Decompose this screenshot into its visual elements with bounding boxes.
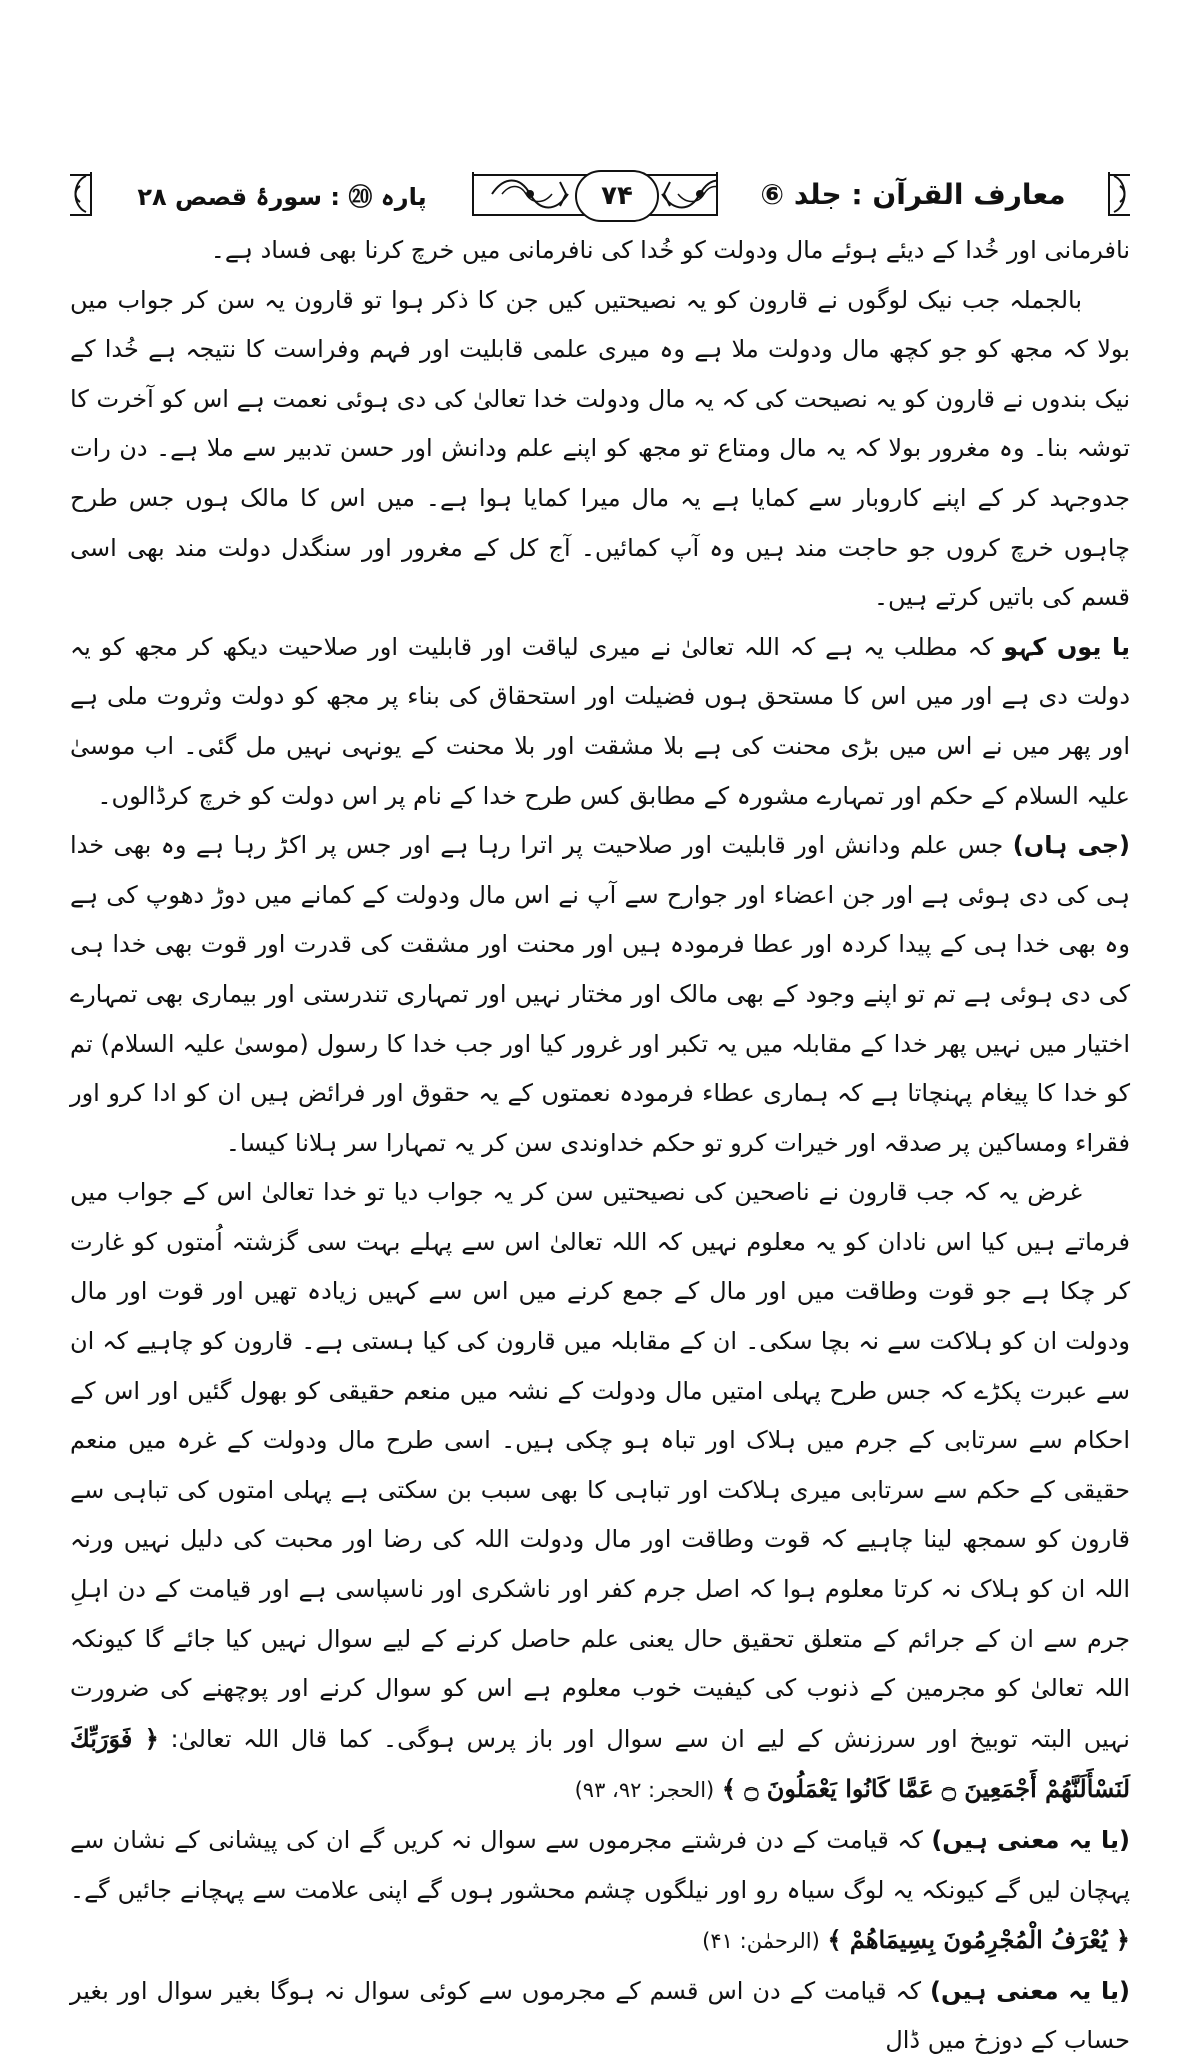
paragraph-1 bbox=[70, 226, 1130, 276]
right-corner-ornament-icon bbox=[1110, 174, 1136, 214]
quran-verse-rahman: ﴿ يُعْرَفُ الْمُجْرِمُونَ بِسِيمَاهُمْ ﴾ bbox=[827, 1925, 1130, 1955]
running-header bbox=[70, 168, 1130, 220]
paragraph-2-text: بالجملہ جب نیک لوگوں نے قارون کو یہ نصیحتیں کیں جن کا ذکر ہوا تو قارون یہ سن کر جواب میں بولا کہ مجھ کو جو کچھ مال ودولت ملا ہے وہ میری علمی قابلیت اور فہم وفراست کا نتیجہ ہے خُدا کے نیک بندوں نے قارون کو یہ نصیحت کی کہ یہ مال ودولت خدا تعالیٰ کی دی ہوئی نعمت ہے اس کو آخرت کا توشہ بنا۔ وہ مغرور بولا کہ یہ مال ومتاع تو مجھ کو اپنے علم ودانش اور حسن تدبیر سے ملا ہے۔ دن رات جدوجہد کر کے اپنے کاروبار سے کمایا ہے یہ مال میرا کمایا ہوا ہے۔ میں اس کا مالک ہوں جس طرح چاہوں خرچ کروں جو حاجت مند ہیں وہ آپ کمائیں۔ آج کل کے مغرور اور سنگدل دولت مند بھی اسی قسم کی باتیں کرتے ہیں۔ bbox=[70, 285, 1130, 612]
left-corner-ornament-icon bbox=[64, 174, 90, 214]
page-number-medallion bbox=[490, 162, 740, 226]
paragraph-7-text: کہ قیامت کے دن اس قسم کے مجرموں سے کوئی سوال نہ ہوگا بغیر سوال اور بغیر حساب کے دوزخ میں ڈال bbox=[70, 1976, 1130, 2055]
book-title-text: معارف القرآن : جلد ⑥ bbox=[760, 177, 1066, 211]
section-text: پارہ ⑳ : سورۂ قصص ۲۸ bbox=[137, 182, 427, 211]
paragraph-7 bbox=[70, 1967, 1130, 2066]
paragraph-2 bbox=[70, 276, 1130, 623]
body-text bbox=[70, 226, 1130, 2066]
surah-section-label bbox=[90, 172, 474, 216]
paragraph-5 bbox=[70, 1168, 1130, 1816]
verse-reference-hijr: (الحجر: ۹۲، ۹۳) bbox=[574, 1778, 715, 1803]
left-flourish-icon bbox=[490, 172, 570, 216]
paragraph-4-text: جس علم ودانش اور قابلیت اور صلاحیت پر اترا رہا ہے اور جس پر اکڑ رہا ہے وہ بھی خدا ہی کی دی ہوئی ہے اور جن اعضاء اور جوارح سے آپ نے اس مال ودولت کے کمانے میں دوڑ دھوپ کی ہے وہ بھی خدا ہی کے پیدا کردہ اور عطا فرمودہ ہیں اور محنت اور مشقت کی قدرت اور قوت بھی خدا ہی کی دی ہوئی ہے تم تو اپنے وجود کے بھی مالک اور مختار نہیں اور تمہاری تندرستی اور بیماری بھی تمہارے اختیار میں نہیں پھر خدا کے مقابلہ میں یہ تکبر اور غرور کیا اور جب خدا کا رسول (موسیٰ علیہ السلام) تم کو خدا کا پیغام پہنچاتا ہے کہ ہماری عطاء فرمودہ نعمتوں کے یہ حقوق اور فرائض ہیں ان کو ادا کرو اور فقراء ومساکین پر صدقہ اور خیرات کرو تو حکم خداوندی سن کر یہ تمہارا سر ہلانا کیسا۔ bbox=[70, 831, 1130, 1157]
paragraph-7-lead: (یا یہ معنی ہیں) bbox=[929, 1976, 1130, 2005]
paragraph-6 bbox=[70, 1816, 1130, 1967]
paragraph-6-lead: (یا یہ معنی ہیں) bbox=[931, 1826, 1131, 1854]
paragraph-1-text: نافرمانی اور خُدا کے دیئے ہوئے مال ودولت کو خُدا کی نافرمانی میں خرچ کرنا بھی فساد ہے۔ bbox=[210, 236, 1130, 264]
paragraph-5-text: غرض یہ کہ جب قارون نے ناصحین کی نصیحتیں سن کر یہ جواب دیا تو خدا تعالیٰ اس کے جواب میں فرماتے ہیں کیا اس نادان کو یہ معلوم نہیں کہ اللہ تعالیٰ اس سے پہلے بہت سی گزشتہ اُمتوں کو غارت کر چکا ہے جو قوت وطاقت میں اور مال کے جمع کرنے میں اس سے کہیں زیادہ تھیں اور قوت اور مال ودولت ان کو ہلاکت سے نہ بچا سکی۔ ان کے مقابلہ میں قارون کی کیا ہستی ہے۔ قارون کو چاہیے کہ ان سے عبرت پکڑے کہ جس طرح پہلی امتیں مال ودولت کے نشہ میں منعم حقیقی کو بھول گئیں اور اس کے احکام سے سرتابی کے جرم میں ہلاک اور تباہ ہو چکی ہیں۔ اسی طرح مال ودولت کے غرہ میں منعم حقیقی کے حکم سے سرتابی میری ہلاکت اور تباہی کا بھی سبب بن سکتی ہے پہلی امتوں کی تباہی سے قارون کو سمجھ لینا چاہیے کہ قوت وطاقت اور مال ودولت اللہ کی رضا اور محبت کی دلیل نہیں ورنہ اللہ ان کو ہلاک نہ کرتا معلوم ہوا کہ اصل جرم کفر اور ناشکری اور ناسپاسی ہے اور قیامت کے دن اہلِ جرم سے ان کے جرائم کے متعلق تحقیق حال یعنی علم حاصل کرنے کے لیے سوال نہیں کیا جائے گا کیونکہ اللہ تعالیٰ کو مجرمین کے ذنوب کی کیفیت خوب معلوم ہے اس کو سوال کرنے اور پوچھنے کی ضرورت نہیں البتہ توبیخ اور سرزنش کے لیے ان سے سوال اور باز پرس ہوگی۔ کما قال اللہ تعالیٰ: bbox=[70, 1178, 1130, 1753]
paragraph-6-text: کہ قیامت کے دن فرشتے مجرموں سے سوال نہ کریں گے ان کی پیشانی کے نشان سے پہچان لیں گے کیونکہ یہ لوگ سیاہ رو اور نیلگوں چشم محشور ہوں گے اپنی علامت سے پہچانے جائیں گے۔ bbox=[70, 1826, 1130, 1904]
paragraph-3-lead: یا یوں کہو bbox=[1003, 632, 1130, 661]
verse-reference-rahman: (الرحمٰن: ۴۱) bbox=[702, 1929, 820, 1954]
page-number bbox=[575, 170, 659, 222]
page-number-text: ۷۴ bbox=[601, 181, 633, 211]
paragraph-3-text: کہ مطلب یہ ہے کہ اللہ تعالیٰ نے میری لیاقت اور قابلیت اور صلاحیت دیکھ کر مجھ کو یہ دولت دی ہے اور میں اس کا مستحق ہوں فضیلت اور استحقاق کی بناء پر مجھ کو دولت وثروت ملی ہے اور پھر میں نے اس میں بڑی محنت کی ہے بلا مشقت اور بلا محنت کے یونہی نہیں مل گئی۔ اب موسیٰ علیہ السلام کے حکم اور تمہارے مشورہ کے مطابق کس طرح خدا کے نام پر اس دولت کو خرچ کرڈالوں۔ bbox=[70, 632, 1130, 810]
quran-verse-hijr: ﴿ فَوَرَبِّكَ لَنَسْأَلَنَّهُمْ أَجْمَعِينَ ۝ عَمَّا كَانُوا يَعْمَلُونَ ۝ ﴾ bbox=[70, 1723, 1130, 1804]
paragraph-4 bbox=[70, 821, 1130, 1168]
book-title-label bbox=[716, 172, 1110, 216]
paragraph-3 bbox=[70, 623, 1130, 821]
paragraph-4-lead: (جی ہاں) bbox=[1012, 831, 1130, 860]
